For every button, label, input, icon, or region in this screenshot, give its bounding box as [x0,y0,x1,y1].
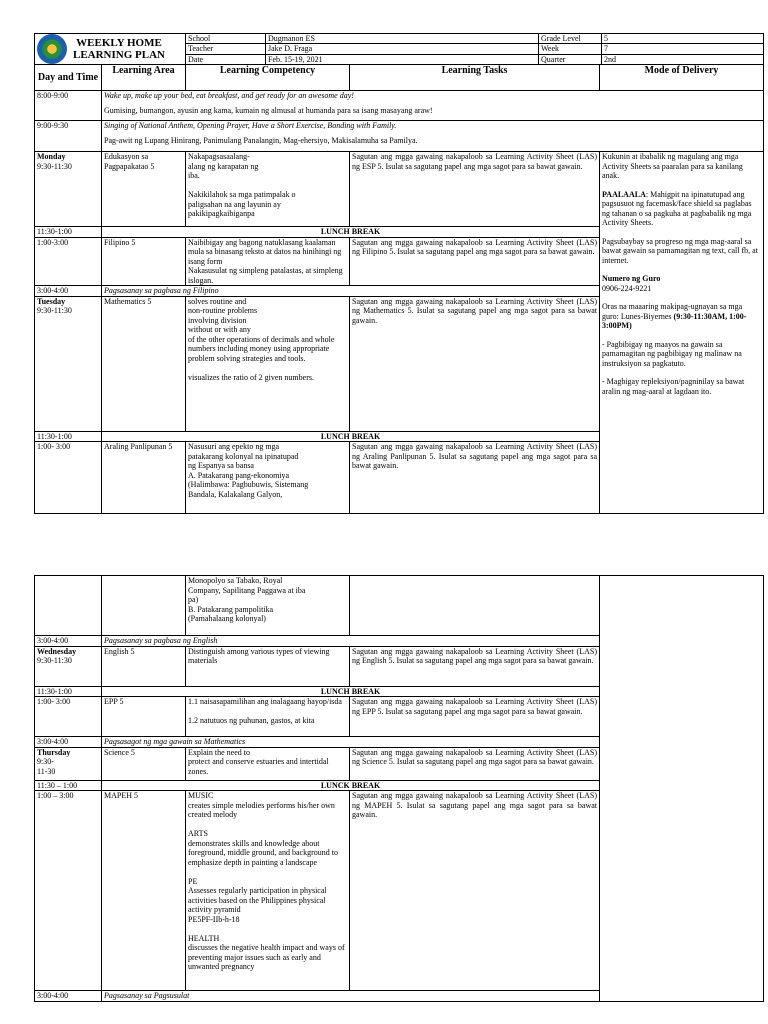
quarter-value: 2nd [602,54,764,64]
monday-time-2: 1:00-3:00 [35,237,102,286]
mapeh-area: MAPEH 5 [102,791,186,991]
plan-title: WEEKLY HOME LEARNING PLAN [73,37,165,61]
thursday-lunch-time: 11:30 – 1:00 [35,780,102,791]
tuesday-lunch-break: LUNCH BREAK [102,431,600,442]
thursday-competency: Explain the need to protect and conserve estuaries and intertidal zones. [186,747,350,780]
time-9-930: 9:00-9:30 [35,121,102,152]
tuesday-competency-1: solves routine and non-routine problems involving division without or with any of the other operations of decimals and whole numbers including money using appropriate problem solving strategies and tools. visualizes the ratio of 2 given numbers. [186,296,350,431]
monday-time-3: 3:00-4:00 [35,286,102,297]
monday-lunch-time: 11:30-1:00 [35,227,102,238]
school-value: Dugmanon ES [266,34,539,44]
mapeh-competency: MUSIC creates simple melodies performs his/her own created melody ARTS demonstrates skills and knowledge about foreground, middle ground, and background to emphasize depth in painting a landscape PE Assesses regularly participation in physical activities based on the Philippines physical activity pyramid PE5PF-IIb-h-18 HEALTH discusses the negative health impact and ways of preventing major issues such as early and unwanted pregnancy [186,791,350,991]
week-value: 7 [602,44,764,54]
epp-task: Sagutan ang mgga gawaing nakapaloob sa Learning Activity Sheet (LAS) ng EPP 5. Isulat sa sagutang papel ang mga sagot para sa bawat gawain. [350,697,600,737]
teacher-value: Jake D. Fraga [266,44,539,54]
tuesday-task-2: Sagutan ang mgga gawaing nakapaloob sa Learning Activity Sheet (LAS) ng Araling Panlipunan 5. Isulat sa sagutang papel ang mga sagot para sa bawat gawain. [350,442,600,514]
week-label: Week [539,44,602,54]
time-8-9: 8:00-9:00 [35,91,102,121]
header-title-cell [35,34,186,65]
math-note-time: 3:00-4:00 [35,737,102,748]
page-1 [34,33,763,514]
wednesday-task: Sagutan ang mgga gawaing nakapaloob sa Learning Activity Sheet (LAS) ng English 5. Isulat sa sagutang papel ang mga sagot para sa bawat gawain. [350,646,600,686]
thursday-area: Science 5 [102,747,186,780]
monday-task-1: Sagutan ang mgga gawaing nakapaloob sa Learning Activity Sheet (LAS) ng ESP 5. Isulat sa sagutang papel ang mga sagot para sa bawat gawain. [350,152,600,227]
morning-routine: Wake up, make up your bed, eat breakfast, and get ready for an awesome day! Gumising, bumangon, ayusin ang kama, kumain ng almusal at humanda para sa isang masayang araw! [102,91,764,121]
epp-competency: 1.1 naisasapamilihan ang inalagaang hayop/isda 1.2 natutuos ng puhunan, gastos, at kita [186,697,350,737]
tuesday-area-2: Araling Panlipunan 5 [102,442,186,514]
school-label: School [186,34,266,44]
tuesday-task-1: Sagutan ang mgga gawaing nakapaloob sa Learning Activity Sheet (LAS) ng Mathematics 5. Isulat sa sagutang papel ang mga sagot para sa bawat gawain. [350,296,600,431]
thursday-lunch-break: LUNCK BREAK [102,780,600,791]
monday-time: Monday 9:30-11:30 [35,152,102,227]
tuesday-lunch-time: 11:30-1:00 [35,431,102,442]
col-day-time: Day and Time [35,65,102,91]
wednesday-time: Wednesday 9:30-11:30 [35,646,102,686]
col-tasks: Learning Tasks [350,65,600,91]
mapeh-time: 1:00 – 3:00 [35,791,102,991]
mode-of-delivery: Kukunin at ibabalik ng magulang ang mga Activity Sheets sa paaralan para sa kanilang anak. PAALAALA: Mahigpit na ipinatutupad ang pagsusuot ng facemask/face shield sa paglabas ng tahanan o sa pagkuha at pagbabalik ng mga Activity Sheets. Pagsubaybay sa progreso ng mga mag-aaral sa bawat gawain sa pamamagitan ng text, call fb, at internet. Numero ng Guro 0906-224-9221 Oras na maaaring makipag-ugnayan sa mga guro: Lunes-Biyernes (9:30-11:30AM, 1:00-3:00PM) - Pagbibigay ng maayos na gawain sa pamamagitan ng pagbibigay ng malinaw na instruksiyon sa pagkatuto. - Magbigay repleksiyon/pagninilay sa bawat aralin ng mag-aaral at lagdaan ito. [600,152,764,514]
math-note: Pagsasagot ng mga gawain sa Mathematics [102,737,600,748]
monday-competency-2: Naibibigay ang bagong natuklasang kaalaman mula sa binasang teksto at datos na hinihingi ng isang form Nakasusulat ng simpleng patalastas, at simpleng islogan. [186,237,350,286]
school-logo-icon [37,34,67,64]
tuesday-time-2: 1:00- 3:00 [35,442,102,514]
wednesday-area: English 5 [102,646,186,686]
mode-of-delivery-continued [600,576,764,1002]
header-table [34,33,764,65]
continued-area [102,576,186,636]
english-note-time: 3:00-4:00 [35,636,102,647]
monday-note-3: Pagsasanay sa pagbasa ng Filipino [102,286,600,297]
col-mode: Mode of Delivery [600,65,764,91]
tuesday-area-1: Mathematics 5 [102,296,186,431]
monday-area-2: Filipino 5 [102,237,186,286]
tuesday-time: Tuesday 9:30-11:30 [35,296,102,431]
date-value: Feb. 15-19, 2021 [266,54,539,64]
plan-table-page1 [34,64,764,514]
col-learning-area: Learning Area [102,65,186,91]
opening-routine: Singing of National Anthem, Opening Prayer, Have a Short Exercise, Bonding with Family. Pag-awit ng Lupang Hinirang, Panimulang Panalangin, Mag-ehersiyo, Makisalamuha sa Pamilya. [102,121,764,152]
writing-note-time: 3:00-4:00 [35,991,102,1002]
continued-competency: Monopolyo sa Tabako, Royal Company, Sapilitang Paggawa at iba pa) B. Patakarang pampolitika (Pamahalaang kolonyal) [186,576,350,636]
page-2 [34,575,763,1002]
thursday-time: Thursday 9:30- 11-30 [35,747,102,780]
mapeh-task: Sagutan ang mgga gawaing nakapaloob sa Learning Activity Sheet (LAS) ng MAPEH 5. Isulat sa sagutang papel ang mga sagot para sa bawat gawain. [350,791,600,991]
monday-area-1: Edukasyon sa Pagpapakatao 5 [102,152,186,227]
wednesday-lunch-break: LUNCH BREAK [102,686,600,697]
epp-time: 1:00- 3:00 [35,697,102,737]
date-label: Date [186,54,266,64]
english-note: Pagsasanay sa pagbasa ng English [102,636,600,647]
quarter-label: Quarter [539,54,602,64]
epp-area: EPP 5 [102,697,186,737]
teacher-label: Teacher [186,44,266,54]
writing-note: Pagsasanay sa Pagsusulat [102,991,600,1002]
continued-task [350,576,600,636]
wednesday-competency: Distinguish among various types of viewing materials [186,646,350,686]
grade-value: 5 [602,34,764,44]
monday-lunch-break: LUNCH BREAK [102,227,600,238]
thursday-task: Sagutan ang mgga gawaing nakapaloob sa Learning Activity Sheet (LAS) ng Science 5. Isulat sa sagutang papel ang mga sagot para sa bawat gawain. [350,747,600,780]
monday-competency-1: Nakapagsasaalang- alang ng karapatan ng iba. Nakikilahok sa mga patimpalak o paligsahan na ang layunin ay pakikipagkaibiganpa [186,152,350,227]
continued-time [35,576,102,636]
grade-label: Grade Level [539,34,602,44]
plan-table-page2 [34,575,764,1002]
col-competency: Learning Competency [186,65,350,91]
tuesday-competency-2: Nasusuri ang epekto ng mga patakarang kolonyal na ipinatupad ng Espanya sa bansa A. Patakarang pang-ekonomiya (Halimbawa: Pagbubuwis, Sistemang Bandala, Kalakalang Galyon, [186,442,350,514]
wednesday-lunch-time: 11:30-1:00 [35,686,102,697]
monday-task-2: Sagutan ang mgga gawaing nakapaloob sa Learning Activity Sheet (LAS) ng Filipino 5. Isulat sa sagutang papel ang mga sagot para sa bawat gawain. [350,237,600,286]
